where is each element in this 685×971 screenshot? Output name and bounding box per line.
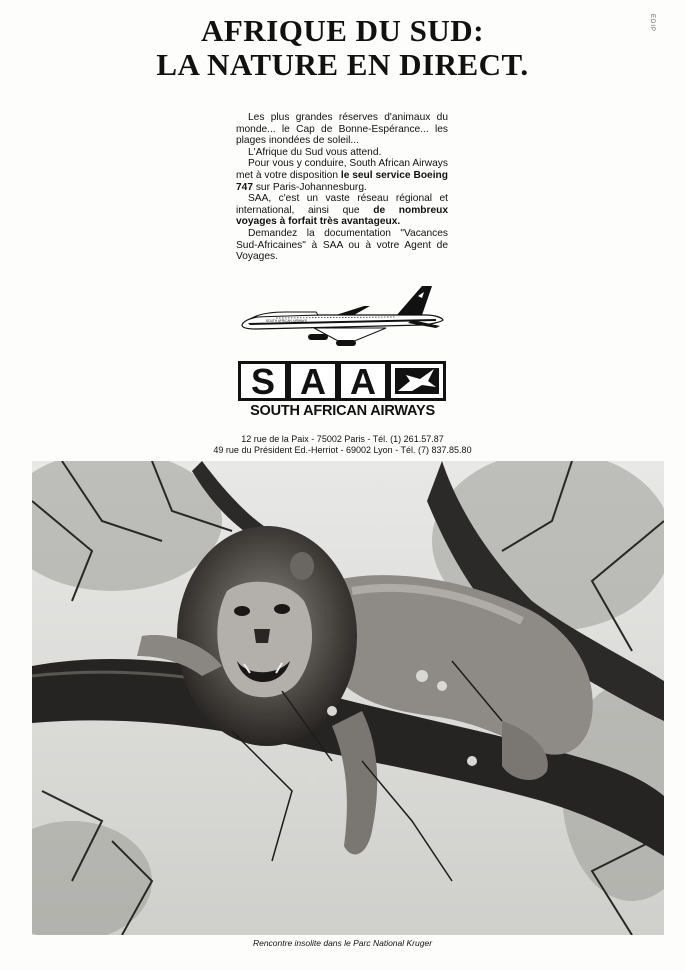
paragraph-2: L'Afrique du Sud vous attend.: [248, 146, 382, 158]
paragraph-4: SAA, c'est un vaste réseau régional et international, ainsi que de nombreux voyages à forfait très avantageux.: [236, 193, 448, 228]
lion-in-tree-image: [32, 461, 664, 935]
paragraph-3: Pour vous y conduire, South African Airways met à votre disposition le seul service Boeing 747 sur Paris-Johannesburg.: [236, 158, 448, 193]
svg-text:SOUTH AFRICAN AIRWAYS: SOUTH AFRICAN AIRWAYS: [266, 319, 307, 323]
logo-letter-s: S: [250, 361, 276, 401]
headline: [0, 14, 685, 82]
airline-wordmark: SOUTH AFRICAN AIRWAYS: [250, 403, 435, 419]
springbok-icon: [395, 368, 439, 394]
headline-line-1: AFRIQUE DU SUD:: [200, 13, 485, 48]
highlight-747: le seul service Boeing 747: [236, 169, 448, 193]
address-paris: 12 rue de la Paix - 75002 Paris - Tél. (1) 261.57.87: [241, 434, 444, 444]
photo-caption: Rencontre insolite dans le Parc National Kruger: [252, 938, 433, 948]
paragraph-1: Les plus grandes réserves d'animaux du monde... le Cap de Bonne-Espérance... les plages inondées de soleil...: [236, 112, 448, 147]
logo-letter-a1: A: [300, 361, 326, 401]
saa-logo: [238, 361, 446, 401]
highlight-forfait: de nombreux voyages à forfait très avantageux.: [236, 204, 448, 228]
logo-letter-a2: A: [350, 361, 376, 401]
body-copy: [236, 112, 448, 263]
paragraph-5: Demandez la documentation "Vacances Sud-Africaines" à SAA ou à votre Agent de Voyages.: [236, 227, 448, 263]
headline-line-2: LA NATURE EN DIRECT.: [156, 47, 529, 82]
address-lyon: 49 rue du Président Ed.-Herriot - 69002 Lyon - Tél. (7) 837.85.80: [213, 445, 472, 455]
lion-photo: [32, 461, 664, 935]
boeing-747-illustration: [236, 284, 446, 350]
side-code: EDIP: [649, 14, 655, 33]
